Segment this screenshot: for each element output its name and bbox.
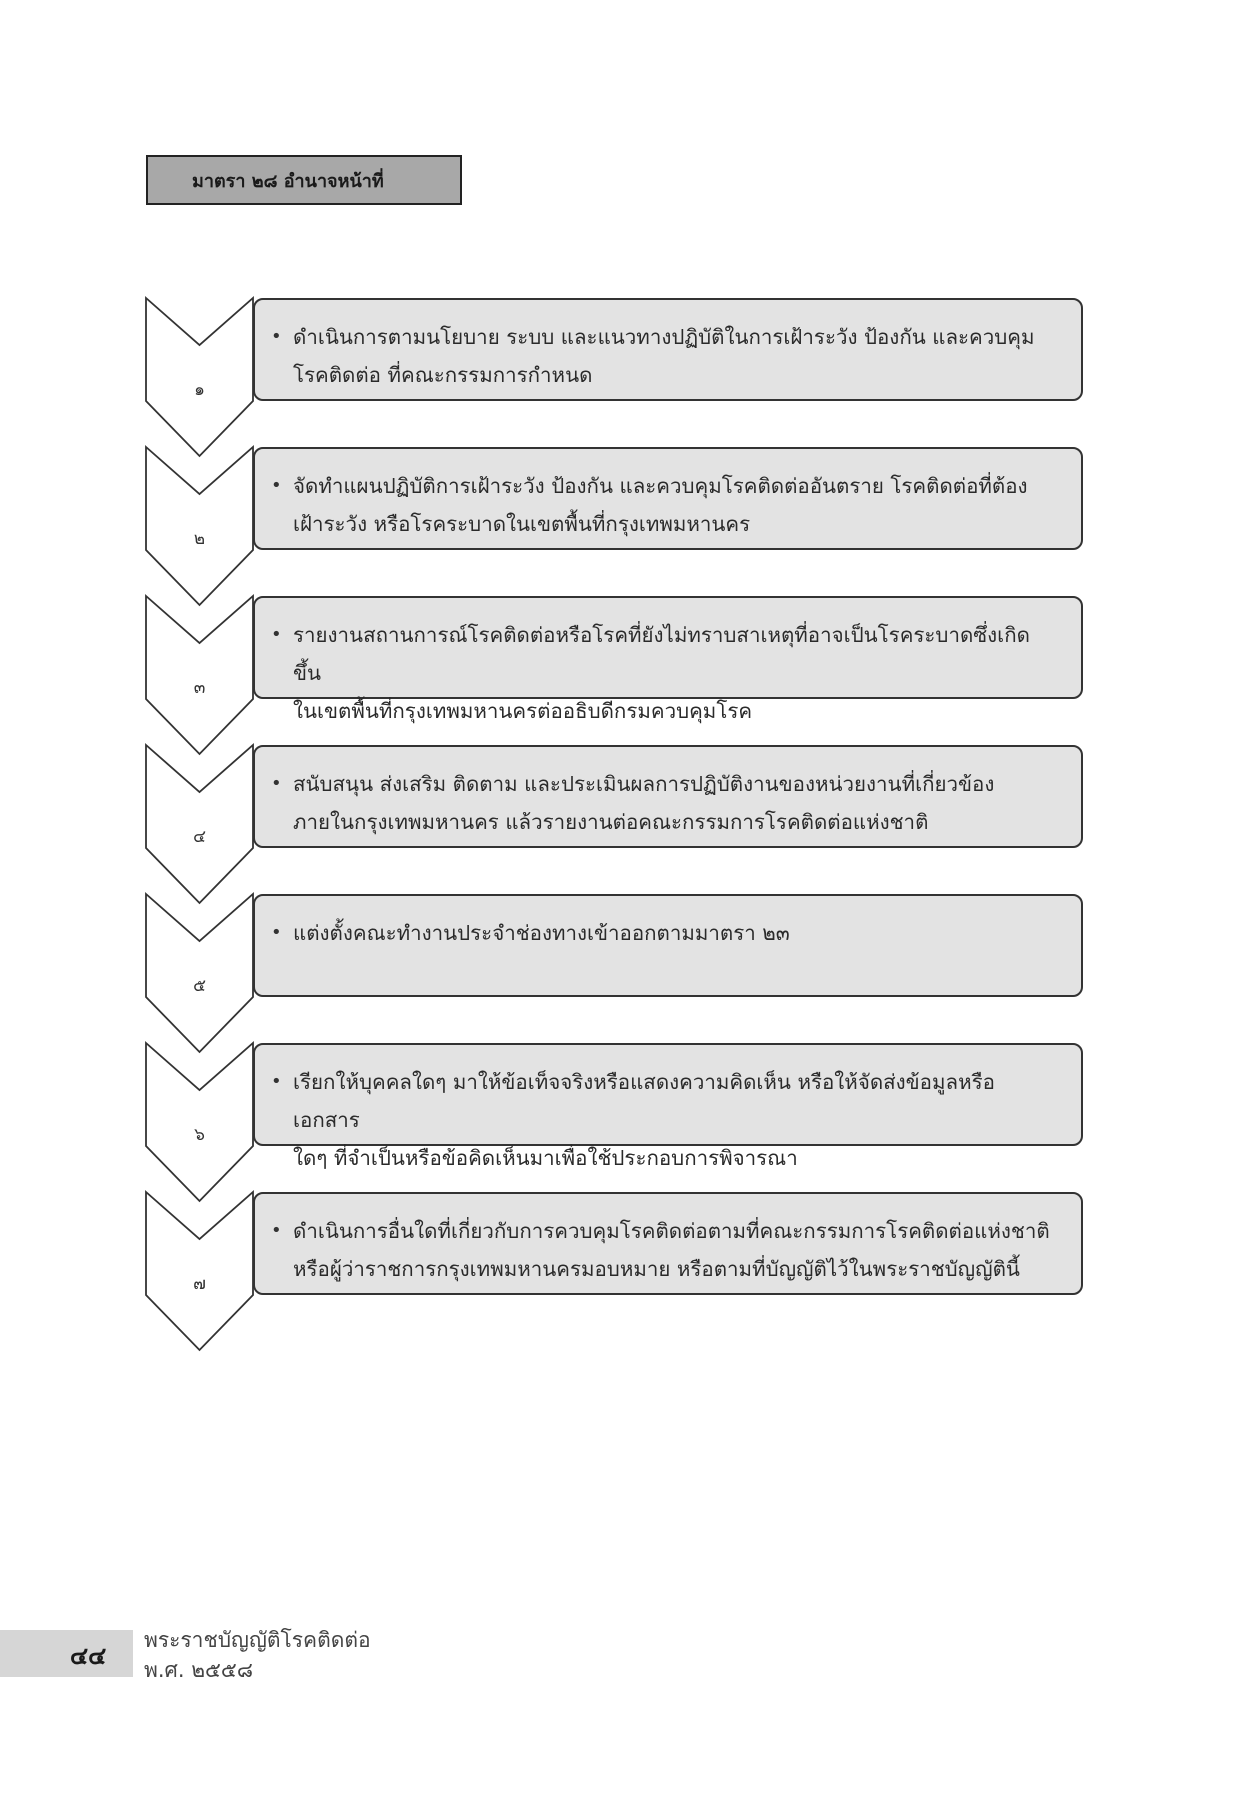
- bullet-row: [271, 1212, 1057, 1288]
- step-description-text: จัดทำแผนปฏิบัติการเฝ้าระวัง ป้องกัน และควบคุมโรคติดต่ออันตราย โรคติดต่อที่ต้อง เฝ้าระวัง หรือโรคระบาดในเขตพื้นที่กรุงเทพมหานคร: [293, 474, 1028, 536]
- step-description-text: ดำเนินการอื่นใดที่เกี่ยวกับการควบคุมโรคติดต่อตามที่คณะกรรมการโรคติดต่อแห่งชาติ หรือผู้ว่าราชการกรุงเทพมหานครมอบหมาย หรือตามที่บัญญัติไว้ในพระราชบัญญัตินี้: [293, 1219, 1050, 1281]
- step-number: ๕: [193, 976, 206, 996]
- step-description-box: [253, 1192, 1083, 1295]
- step-description-box: [253, 745, 1083, 848]
- bullet-icon: •: [271, 326, 282, 347]
- footer-page-tab: [0, 1630, 133, 1677]
- bullet-icon: •: [271, 922, 282, 943]
- bullet-row: [271, 914, 1057, 952]
- bullet-icon: •: [271, 773, 282, 794]
- bullet-row: [271, 616, 1057, 730]
- bullet-icon: •: [271, 624, 282, 645]
- step-number: ๔: [193, 827, 206, 847]
- step-description-text: เรียกให้บุคคลใดๆ มาให้ข้อเท็จจริงหรือแสดงความคิดเห็น หรือให้จัดส่งข้อมูลหรือเอกสาร ใดๆ ที่จำเป็นหรือข้อคิดเห็นมาเพื่อใช้ประกอบการพิจารณา: [293, 1070, 995, 1170]
- bullet-row: [271, 765, 1057, 841]
- footer-title-line1: พระราชบัญญัติโรคติดต่อ: [144, 1628, 371, 1652]
- step-description-text: สนับสนุน ส่งเสริม ติดตาม และประเมินผลการปฏิบัติงานของหน่วยงานที่เกี่ยวข้อง ภายในกรุงเทพมหานคร แล้วรายงานต่อคณะกรรมการโรคติดต่อแห่งชาติ: [293, 772, 995, 834]
- bullet-row: [271, 467, 1057, 543]
- step-number: ๖: [194, 1125, 205, 1145]
- footer-book-title: [144, 1625, 371, 1685]
- bullet-row: [271, 1063, 1057, 1177]
- step-number: ๒: [193, 529, 206, 549]
- step-description-text: ดำเนินการตามนโยบาย ระบบ และแนวทางปฏิบัติในการเฝ้าระวัง ป้องกัน และควบคุม โรคติดต่อ ที่คณะกรรมการกำหนด: [293, 325, 1035, 387]
- step-description-box: [253, 894, 1083, 997]
- step-description-text: รายงานสถานการณ์โรคติดต่อหรือโรคที่ยังไม่ทราบสาเหตุที่อาจเป็นโรคระบาดซึ่งเกิดขึ้น ในเขตพื้นที่กรุงเทพมหานครต่ออธิบดีกรมควบคุมโรค: [293, 623, 1030, 723]
- step-number: ๗: [193, 1274, 206, 1294]
- bullet-row: [271, 318, 1057, 394]
- step-description-box: [253, 1043, 1083, 1170]
- footer-title-line2: พ.ศ. ๒๕๕๘: [144, 1658, 254, 1682]
- bullet-icon: •: [271, 1071, 282, 1092]
- step-description-box: [253, 447, 1083, 550]
- step-number: ๓: [193, 678, 206, 698]
- step-description-text: แต่งตั้งคณะทำงานประจำช่องทางเข้าออกตามมาตรา ๒๓: [293, 921, 790, 945]
- bullet-icon: •: [271, 1220, 282, 1241]
- bullet-icon: •: [271, 475, 282, 496]
- step-description-box: [253, 298, 1083, 401]
- step-number: ๑: [194, 380, 205, 400]
- section-title: มาตรา ๒๘ อำนาจหน้าที่: [192, 170, 384, 192]
- page-number: ๔๔: [70, 1642, 107, 1670]
- step-description-box: [253, 596, 1083, 723]
